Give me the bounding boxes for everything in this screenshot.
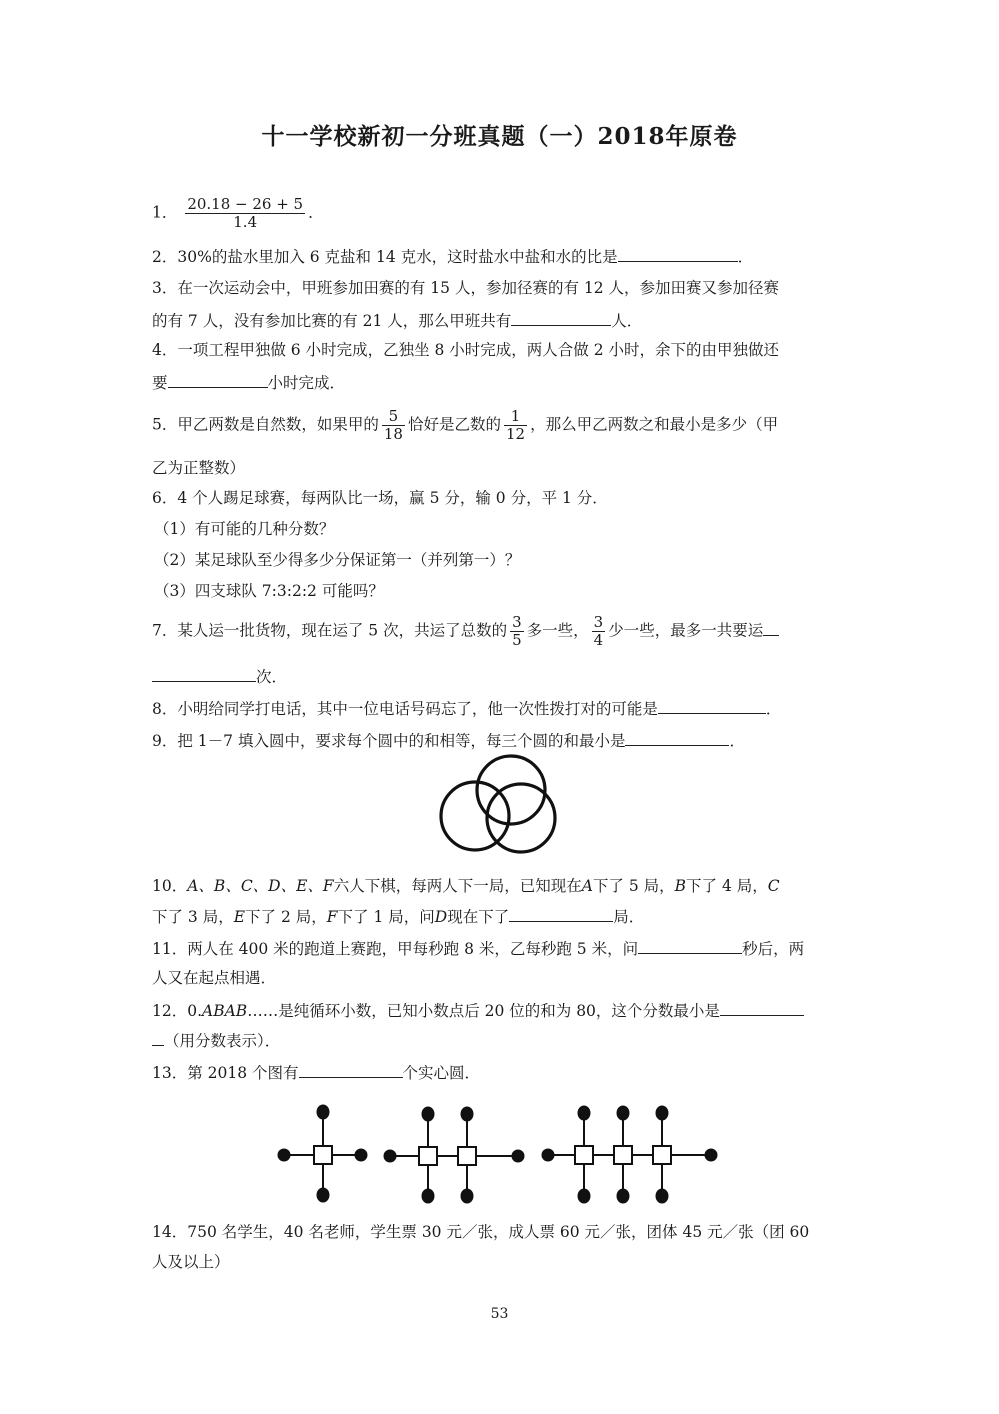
- q8-after: ．: [765, 700, 782, 718]
- pattern-figures: [270, 1100, 730, 1210]
- q7-fraction-2: [592, 614, 606, 649]
- question-2: [152, 246, 753, 267]
- q12-after: （用分数表示）．: [164, 1032, 281, 1050]
- q5-text-c: ，那么甲乙两数之和最小是多少（甲: [530, 415, 779, 434]
- q13-text-a: 13．第 2018 个图有: [152, 1064, 299, 1082]
- question-6-sub-3: （3）四支球队 7:3:2:2 可能吗？: [154, 582, 384, 600]
- question-3-line-2: [152, 310, 642, 331]
- question-9: [152, 730, 745, 751]
- right-circle: [487, 784, 555, 852]
- q11-text-a: 11．两人在 400 米的跑道上赛跑，甲每秒跑 8 米，乙每秒跑 5 米，问: [152, 940, 639, 958]
- q12-repeating-digits: ABAB: [202, 1002, 248, 1020]
- q9-text: 9．把 1－7 填入圆中，要求每个圆中的和相等，每三个圆的和最小是: [152, 732, 626, 750]
- q2-text: 2．30%的盐水里加入 6 克盐和 14 克水，这时盐水中盐和水的比是: [152, 248, 618, 266]
- q1-label: 1．: [152, 203, 178, 222]
- q3-text: 的有 7 人，没有参加比赛的有 21 人，那么甲班共有: [152, 312, 512, 330]
- q3-answer-blank[interactable]: [511, 310, 611, 326]
- question-11-line-2: 人又在起点相遇．: [152, 969, 277, 987]
- question-12-line-2: [152, 1030, 280, 1051]
- question-14-line-1: 14．750 名学生，40 名老师，学生票 30 元／张，成人票 60 元／张，团体 45 元／张（团 60: [152, 1223, 810, 1241]
- q10-letters: A、B、C、D、E、F: [187, 877, 334, 895]
- q4-after: 小时完成．: [267, 374, 346, 392]
- pattern-figure-3: [543, 1107, 717, 1203]
- q7-f2-num: 3: [593, 613, 604, 631]
- q12-answer-blank[interactable]: [152, 1030, 164, 1046]
- page-number: 53: [490, 1306, 509, 1322]
- q5-f2-num: 1: [504, 408, 527, 426]
- q7-answer-blank[interactable]: [152, 666, 256, 682]
- q10-after: 局．: [613, 908, 645, 926]
- q7-after: 次．: [256, 668, 288, 686]
- q10-text-a: 六人下棋，每两人下一局，已知现在: [333, 877, 582, 895]
- q11-text-b: 秒后，两: [742, 940, 805, 958]
- q5-fraction-2: [504, 408, 527, 443]
- q1-fraction: [185, 196, 305, 231]
- question-11-line-1: [152, 938, 804, 959]
- q7-fraction-1: [510, 614, 524, 649]
- q4-text: 要: [152, 374, 168, 392]
- q7-text-c: 少一些，最多一共要运: [608, 621, 764, 640]
- q10-letter-f: F: [326, 908, 338, 926]
- q5-f1-den: 18: [383, 425, 403, 443]
- q10-text-c: 下了 4 局，: [686, 877, 768, 895]
- q5-text-b: 恰好是乙数的: [407, 415, 501, 434]
- question-14-line-2: 人及以上）: [152, 1253, 230, 1271]
- q5-text-a: 5．甲乙两数是自然数，如果甲的: [152, 415, 379, 434]
- q10-letter-a: A: [581, 877, 593, 895]
- q12-text-b: ……是纯循环小数，已知小数点后 20 位的和为 80，这个分数最小是: [247, 1002, 720, 1020]
- q7-answer-blank-start[interactable]: [763, 620, 779, 636]
- q1-numerator: 20.18 − 26 + 5: [187, 195, 304, 213]
- q13-answer-blank[interactable]: [299, 1062, 403, 1078]
- pattern-figure-2: [385, 1108, 524, 1203]
- question-6-line-1: 6．4 个人踢足球赛，每两队比一场，赢 5 分，输 0 分，平 1 分．: [152, 489, 608, 507]
- q5-f1-num: 5: [382, 408, 405, 426]
- q10-letter-d: D: [434, 908, 448, 926]
- question-3-line-1: 3．在一次运动会中，甲班参加田赛的有 15 人，参加径赛的有 12 人，参加田赛又参加径赛: [152, 279, 780, 297]
- question-6-sub-2: （2）某足球队至少得多少分保证第一（并列第一）？: [154, 551, 521, 569]
- q9-after: ．: [729, 732, 745, 750]
- question-10-line-1: [152, 876, 780, 896]
- q2-after: ．: [737, 248, 754, 266]
- q12-text-a: 12．0.: [152, 1002, 203, 1020]
- q10-text-e: 下了 1 局，问: [337, 908, 435, 926]
- q10-letter-c: C: [767, 877, 780, 895]
- q7-text-a: 7．某人运一批货物，现在运了 5 次，共运了总数的: [152, 621, 508, 640]
- q7-f1-den: 5: [512, 631, 522, 649]
- q10-letter-e: E: [233, 908, 246, 926]
- question-1: [152, 196, 324, 231]
- q10-letter-b: B: [674, 877, 687, 895]
- question-7-line-1: [152, 614, 779, 649]
- q9-answer-blank[interactable]: [625, 730, 729, 746]
- three-circles-figure: [430, 752, 570, 856]
- pattern-figure-1: [279, 1106, 367, 1202]
- question-12-line-1: [152, 1000, 804, 1021]
- q5-f2-den: 12: [505, 425, 526, 443]
- page-title: 十一学校新初一分班真题（一）2018年原卷: [261, 123, 738, 150]
- q2-answer-blank[interactable]: [618, 246, 738, 262]
- q10-text-line2: 下了 3 局，: [152, 908, 234, 926]
- question-7-line-2: [152, 666, 287, 687]
- q12-answer-blank-start[interactable]: [720, 1000, 804, 1016]
- q8-text: 8．小明给同学打电话，其中一位电话号码忘了，他一次性拨打对的可能是: [152, 700, 658, 718]
- question-10-line-2: [152, 906, 644, 927]
- question-4-line-2: [152, 372, 345, 393]
- q10-label: 10．: [152, 877, 188, 895]
- q11-answer-blank[interactable]: [638, 938, 742, 954]
- question-13: [152, 1062, 480, 1083]
- q1-denominator: 1.4: [233, 213, 258, 231]
- q5-fraction-1: [382, 408, 405, 443]
- question-6-sub-1: （1）有可能的几种分数？: [154, 520, 335, 538]
- q8-answer-blank[interactable]: [658, 698, 766, 714]
- q7-f1-num: 3: [512, 613, 522, 631]
- q7-text-b: 多一些，: [526, 621, 589, 640]
- q10-text-f: 现在下了: [447, 908, 510, 926]
- question-5-line-1: [152, 408, 778, 443]
- q10-text-b: 下了 5 局，: [592, 877, 675, 895]
- q7-f2-den: 4: [593, 631, 604, 649]
- question-4-line-1: 4．一项工程甲独做 6 小时完成，乙独坐 8 小时完成，两人合做 2 小时，余下的由甲独做还: [152, 341, 780, 359]
- q1-after: ．: [308, 203, 324, 222]
- q4-answer-blank[interactable]: [168, 372, 268, 388]
- q10-answer-blank[interactable]: [509, 906, 613, 922]
- question-5-line-2: 乙为正整数）: [152, 459, 246, 477]
- question-8: [152, 698, 781, 719]
- q3-after: 人．: [611, 312, 643, 330]
- q13-text-b: 个实心圆．: [402, 1064, 481, 1082]
- q10-text-d: 下了 2 局，: [245, 908, 327, 926]
